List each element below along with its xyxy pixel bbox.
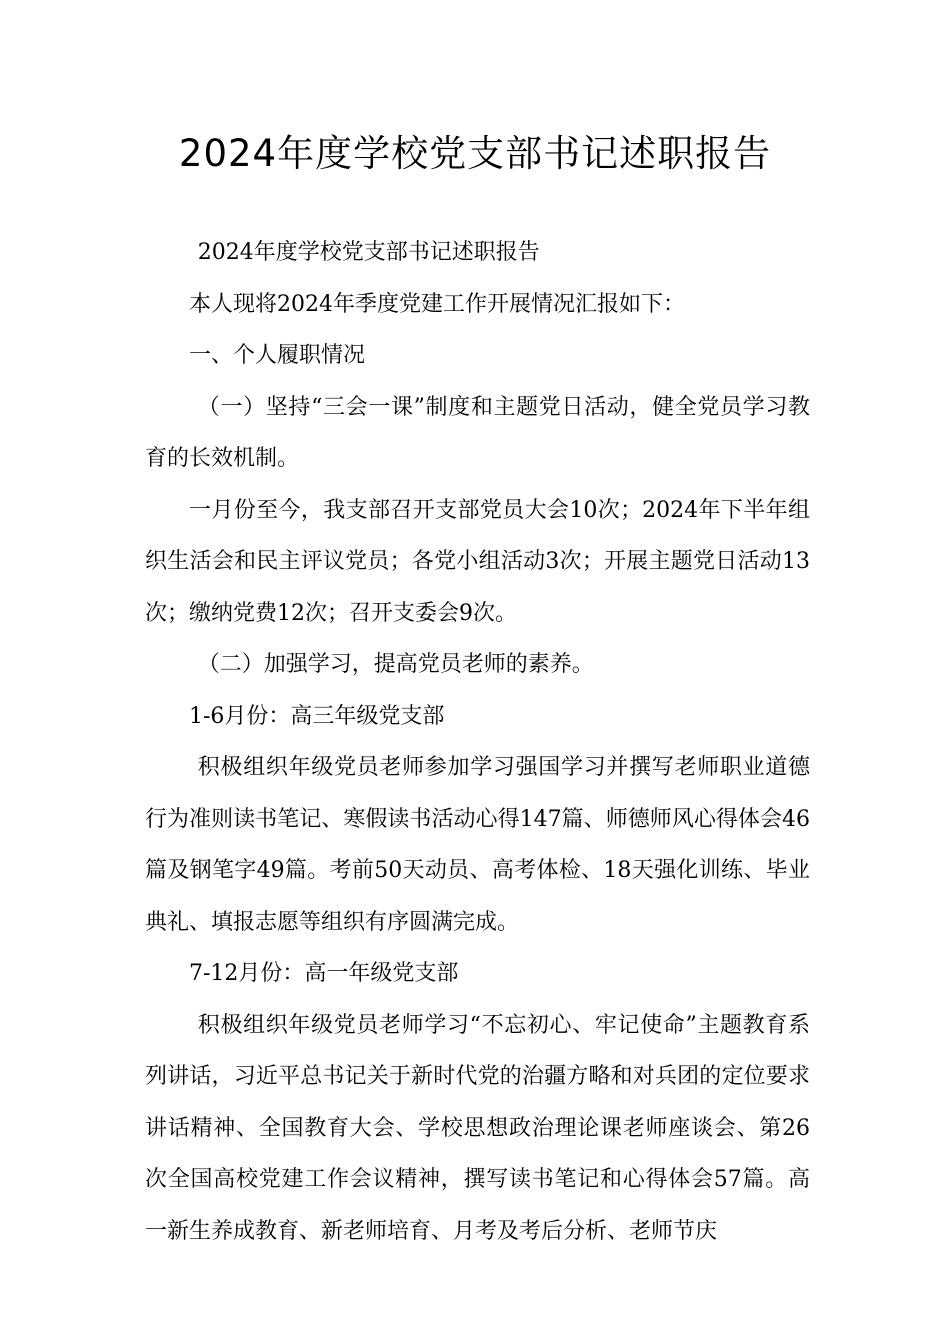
paragraph-senior-branch: 积极组织年级党员老师参加学习强国学习并撰写老师职业道德行为准则读书笔记、寒假读书活动心得147篇、师德师风心得体会46篇及钢笔字49篇。考前50天动员、高考体检、18天强化训练、毕业典礼、填报志愿等组织有序圆满完成。: [145, 755, 811, 935]
subsection-heading-1: （一）坚持“三会一课”制度和主题党日活动，健全党员学习教育的长效机制。: [145, 394, 810, 471]
subsection-heading-2: （二）加强学习，提高党员老师的素养。: [197, 652, 594, 677]
paragraph-freshman-branch: 积极组织年级党员老师学习“不忘初心、牢记使命”主题教育系列讲话，习近平总书记关于新时代党的治疆方略和对兵团的定位要求讲话精神、全国教育大会、学校思想政治理论课老师座谈会、第26次全国高校党建工作会议精神，撰写读书笔记和心得体会57篇。高一新生养成教育、新老师培育、月考及考后分析、老师节庆: [145, 1012, 810, 1244]
paragraph-intro: 本人现将2024年季度党建工作开展情况汇报如下：: [189, 291, 685, 317]
paragraph-period-2: 7-12月份：高一年级党支部: [189, 961, 459, 986]
document-body: [145, 227, 810, 1257]
paragraph-subtitle: 2024年度学校党支部书记述职报告: [197, 240, 540, 265]
document-title: 2024年度学校党支部书记述职报告: [178, 132, 772, 175]
section-heading-1: 一、个人履职情况: [189, 343, 366, 368]
paragraph-period-1: 1-6月份：高三年级党支部: [189, 703, 445, 729]
paragraph-meetings: 一月份至今，我支部召开支部党员大会10次；2024年下半年组织生活会和民主评议党员；各党小组活动3次；开展主题党日活动13次；缴纳党费12次；召开支委会9次。: [145, 497, 810, 626]
